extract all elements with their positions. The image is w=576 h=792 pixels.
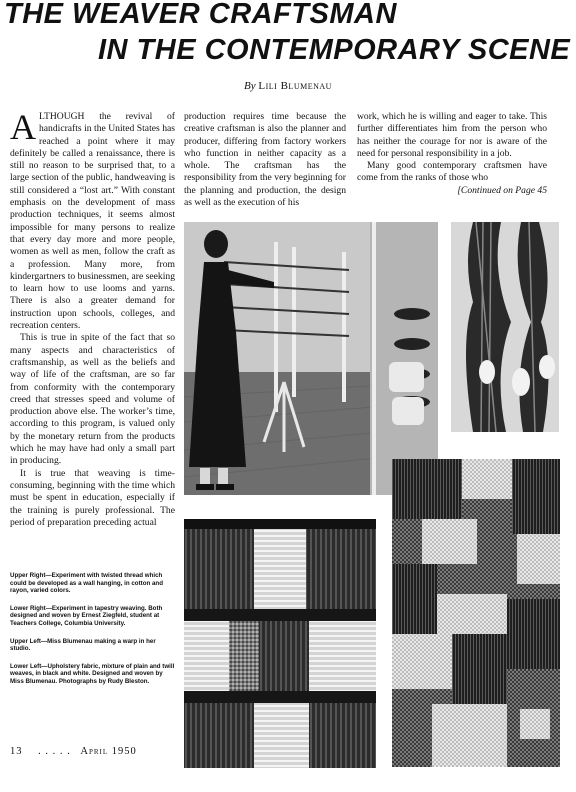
photo-tapestry-weaving [392,459,560,767]
photo-weaver-warping [184,222,438,495]
byline-prefix: By [244,80,256,92]
drop-cap: A [10,107,36,147]
paragraph-1: ALTHOUGH the revival of handicrafts in the United States has reached a point where it may definitely be called a renaissance, there is still no reason to be surprised that, to a large section of the public, handweaving is still considered a “lost art.” With constant emphasis on the development of mass production techniques, it seems almost impossible for many persons to realize that every day more and more people, women as well as men, follow the craft as a profession. Many more, from kindergartners to businessmen, are seeking to learn how to use looms and yarns. There is also a greater demand for instruction upon schools, colleges, and recreation centers. [10,107,175,332]
author-name: Lili Blumenau [258,80,332,92]
caption-lower-left: Lower Left—Upholstery fabric, mixture of plain and twill weaves, in black and white. Designed and woven by Miss Blumenau. Photographs by Rudy Bleston. [10,662,175,685]
photo-twisted-thread [451,222,559,432]
paragraph-6: Many good contemporary craftsmen have come from the ranks of those who [357,160,547,184]
article-column-1 [10,107,175,529]
title-line-1: THE WEAVER CRAFTSMAN [4,0,397,30]
article-column-3 [357,111,547,197]
paragraph-4: production requires time because the creative craftsman is also the planner and producer, differing from factory workers who function in neither capacity as a whole. The craftsman has the responsibility from the very beginning for the planning and production, the design as well as the execution of his [184,111,346,209]
byline [0,80,576,92]
issue-date: April 1950 [80,746,137,757]
paragraph-5: work, which he is willing and eager to take. This further differentiates him from the person who has neither the courage for nor is aware of the need for personal responsibility in a job. [357,111,547,159]
photo-captions [10,572,175,696]
page-number: 13 [10,746,23,757]
page-footer [10,746,137,757]
article-column-2 [184,111,346,209]
title-line-2: IN THE CONTEMPORARY SCENE [98,34,571,66]
caption-upper-right: Upper Right—Experiment with twisted thread which could be developed as a wall hanging, in cotton and rayon, varied colors. [10,572,163,595]
footer-dots: . . . . . [38,746,71,757]
paragraph-3: It is true that weaving is time-consuming, beginning with the time which must be spent in education, especially if the training is purely professional. The period of preparation preceding actual [10,467,175,528]
caption-upper-left: Upper Left—Miss Blumenau making a warp in her studio. [10,637,156,653]
photo-upholstery-fabric [184,519,376,768]
continued-note: [Continued on Page 45 [457,184,547,196]
paragraph-2: This is true in spite of the fact that so many aspects and characteristics of craftsmanship, as well as the beliefs and way of life of the craftsman, are so far from conformity with the contemporary creed that stresses speed and volume of production above else. The worker’s time, according to this program, is valued only by the monetary return from the products which he may have had only a small part in producing. [10,332,175,467]
caption-lower-right: Lower Right—Experiment in tapestry weaving. Both designed and woven by Ernest Ziegfeld, student at Teachers College, Columbia University. [10,604,163,627]
